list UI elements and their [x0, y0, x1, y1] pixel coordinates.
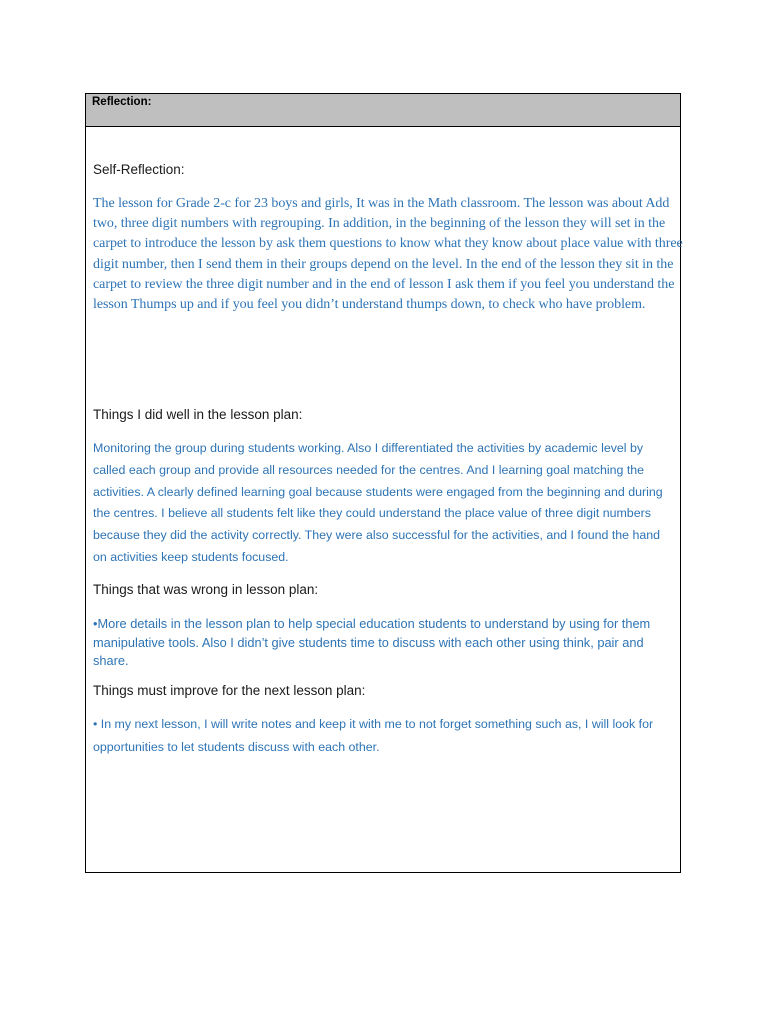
- was-wrong-text: •More details in the lesson plan to help special education students to understand by using for them manipulative tools. Also I didn’t give students time to discuss with each other using think, pair and share.: [93, 616, 651, 668]
- improve-text: • In my next lesson, I will write notes and keep it with me to not forget something such as, I will look for opportunities to let students discuss with each other.: [93, 717, 654, 754]
- self-reflection-heading: Self-Reflection:: [93, 162, 185, 177]
- did-well-heading: Things I did well in the lesson plan:: [93, 407, 303, 422]
- reflection-table: [85, 93, 681, 873]
- reflection-header: Reflection:: [86, 94, 680, 127]
- improve-heading: Things must improve for the next lesson plan:: [93, 683, 366, 698]
- did-well-text: Monitoring the group during students working. Also I differentiated the activities by academic level by called each group and provide all resources needed for the centres. And I learning goal matching the activities. A clearly defined learning goal because students were engaged from the beginning and during the centres. I believe all students felt like they could understand the place value of three digit numbers because they did the activity correctly. They were also successful for the activities, and I found the hand on activities keep students focused.: [93, 441, 663, 564]
- was-wrong-heading: Things that was wrong in lesson plan:: [93, 582, 319, 597]
- self-reflection-text: The lesson for Grade 2-c for 23 boys and girls, It was in the Math classroom. The lesson was about Add two, three digit numbers with regrouping. In addition, in the beginning of the lesson they will set in the carpet to introduce the lesson by ask them questions to know what they know about place value with three digit number, then I send them in their groups depend on the level. In the end of the lesson they sit in the carpet to review the three digit number and in the end of lesson I ask them if you feel you understand the lesson Thumps up and if you feel you didn’t understand thumps down, to check who have problem.: [93, 196, 683, 313]
